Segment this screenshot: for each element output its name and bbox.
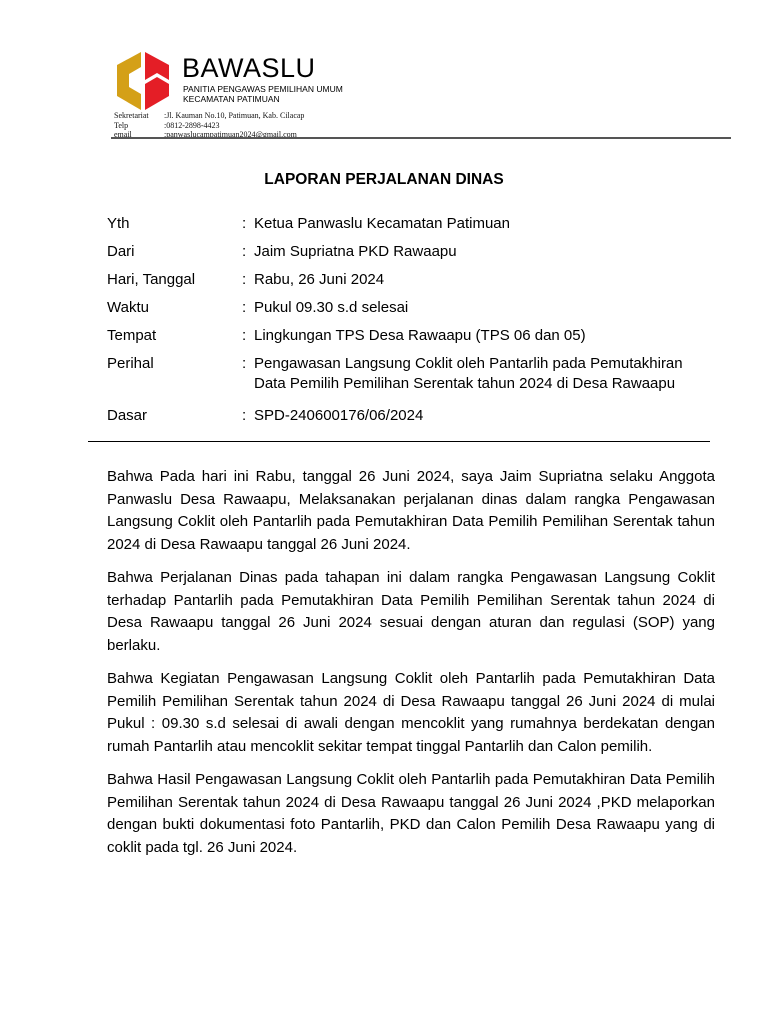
info-label: Dari (107, 243, 135, 260)
contact-row-phone (114, 121, 304, 131)
bawaslu-logo-icon (111, 50, 175, 112)
contact-value: :panwaslucampatimuan2024@gmail.com (164, 130, 297, 139)
info-colon: : (242, 215, 247, 232)
org-subtitle-2: KECAMATAN PATIMUAN (183, 94, 280, 104)
body-paragraph: Bahwa Hasil Pengawasan Langsung Coklit oleh Pantarlih pada Pemutakhiran Data Pemilih Pemilihan Serentak tahun 2024 di Desa Rawaapu tanggal 26 Juni 2024 ,PKD melaporkan dengan bukti dokumentasi foto Pantarlih, PKD dan Calon Pemilih Desa Rawaapu yang di coklit pada tgl. 26 Juni 2024. (107, 771, 715, 856)
contact-row-address (114, 111, 304, 121)
contact-label: Sekretariat (114, 111, 149, 120)
info-value-continued: Data Pemilih Pemilihan Serentak tahun 2024 di Desa Rawaapu (254, 375, 676, 392)
org-subtitle-1: PANITIA PENGAWAS PEMILIHAN UMUM (183, 84, 343, 94)
contact-value: :Jl. Kauman No.10, Patimuan, Kab. Cilacap (164, 111, 305, 120)
contact-value: :0812-2898-4423 (164, 120, 220, 130)
info-value: Pukul 09.30 s.d selesai (254, 299, 409, 316)
info-colon: : (242, 271, 247, 288)
contact-block (114, 111, 304, 140)
info-colon: : (242, 243, 247, 260)
info-value: Rabu, 26 Juni 2024 (254, 271, 385, 288)
org-name: BAWASLU (182, 53, 316, 83)
body-paragraph: Bahwa Pada hari ini Rabu, tanggal 26 Juni 2024, saya Jaim Supriatna selaku Anggota Panwaslu Desa Rawaapu, Melaksanakan perjalanan dinas dalam rangka Pengawasan Langsung Coklit oleh Pantarlih pada Pemutakhiran Data Pemilih Pemilihan Serentak tahun 2024 di Desa Rawaapu tanggal 26 Juni 2024. (107, 468, 715, 553)
document-title: LAPORAN PERJALANAN DINAS (264, 171, 504, 188)
letterhead-divider (111, 137, 731, 139)
info-label: Yth (107, 215, 130, 232)
info-label: Perihal (107, 355, 154, 372)
body-paragraph: Bahwa Perjalanan Dinas pada tahapan ini dalam rangka Pengawasan Langsung Coklit terhadap Pantarlih pada Pemutakhiran Data Pemilih Pemilihan Serentak tahun 2024 di Desa Rawaapu tanggal 26 Juni 2024 sesuai dengan aturan dan regulasi (SOP) yang berlaku. (107, 569, 715, 654)
contact-label: Telp (114, 120, 129, 130)
info-colon: : (242, 299, 247, 316)
info-colon: : (242, 407, 247, 424)
info-label: Waktu (107, 299, 149, 316)
info-colon: : (242, 355, 247, 372)
info-value: Ketua Panwaslu Kecamatan Patimuan (254, 215, 510, 232)
info-label: Tempat (107, 327, 157, 344)
info-value: Pengawasan Langsung Coklit oleh Pantarlih pada Pemutakhiran (254, 355, 683, 372)
report-body (107, 466, 715, 870)
section-divider (88, 441, 710, 442)
info-label: Dasar (107, 407, 148, 424)
contact-label: email (114, 130, 132, 139)
body-paragraph: Bahwa Kegiatan Pengawasan Langsung Coklit oleh Pantarlih pada Pemutakhiran Data Pemilih Pemilihan Serentak tahun 2024 di Desa Rawaapu tanggal 26 Juni 2024 di mulai Pukul : 09.30 s.d selesai di awali dengan mencoklit yang rumahnya berdekatan dengan rumah Pantarlih atau mencoklit sekitar tempat tinggal Pantarlih dan Calon pemilih. (107, 670, 715, 755)
info-value: Lingkungan TPS Desa Rawaapu (TPS 06 dan 05) (254, 327, 586, 344)
info-colon: : (242, 327, 247, 344)
info-value: Jaim Supriatna PKD Rawaapu (254, 243, 457, 260)
info-value: SPD-240600176/06/2024 (254, 407, 424, 424)
info-label: Hari, Tanggal (107, 271, 196, 288)
